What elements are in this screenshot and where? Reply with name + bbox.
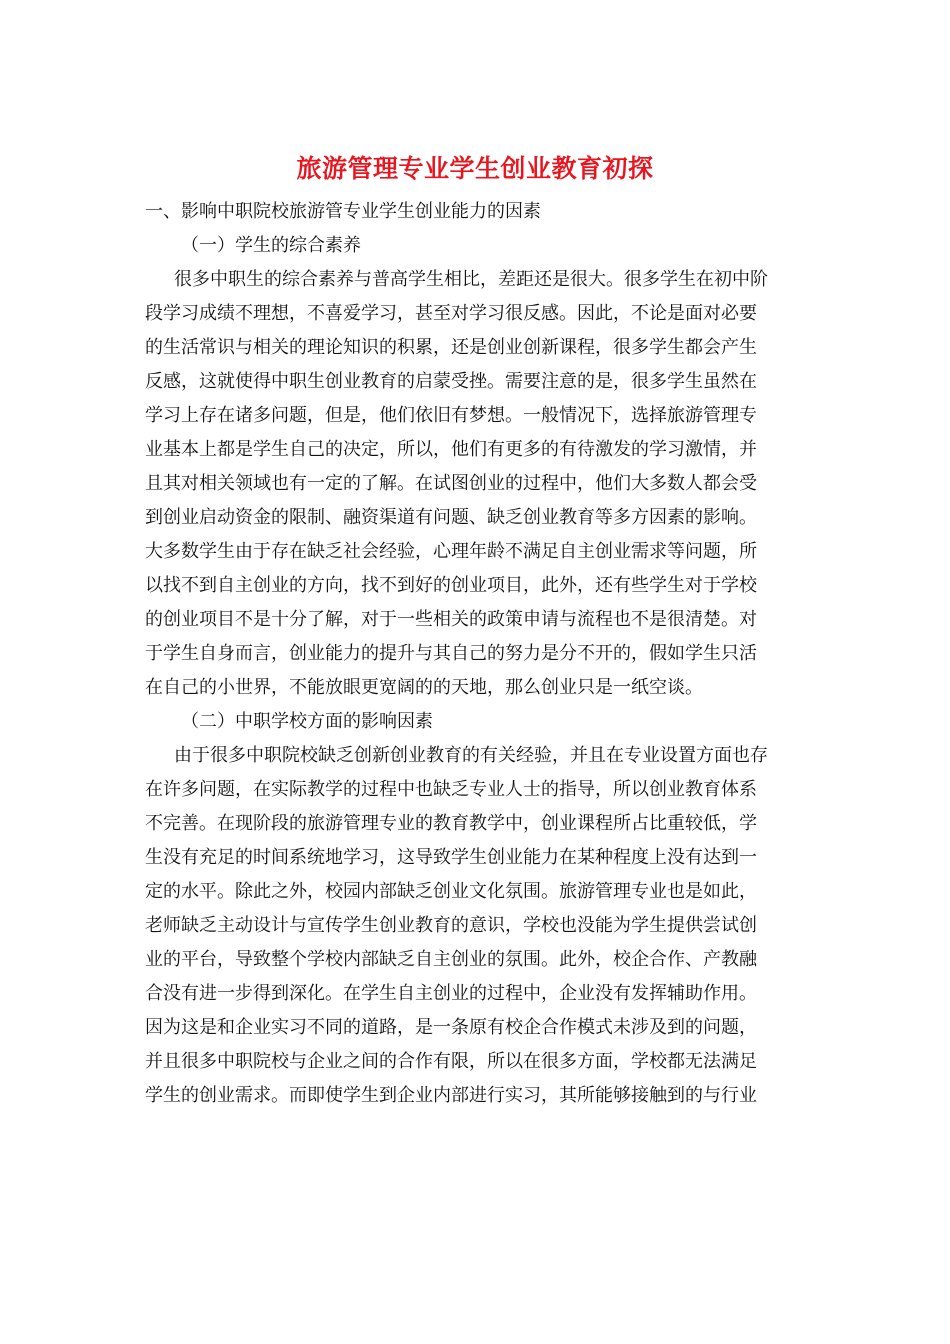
paragraph-line: 在许多问题，在实际教学的过程中也缺乏专业人士的指导，所以创业教育体系 (145, 779, 757, 800)
subsection-heading-1: （一）学生的综合素养 (181, 235, 361, 256)
paragraph-line: 的创业项目不是十分了解，对于一些相关的政策申请与流程也不是很清楚。对 (145, 609, 757, 630)
paragraph-line: 段学习成绩不理想，不喜爱学习，甚至对学习很反感。因此，不论是面对必要 (145, 303, 757, 324)
paragraph-line: 学习上存在诸多问题，但是，他们依旧有梦想。一般情况下，选择旅游管理专 (145, 405, 757, 426)
paragraph-line: 反感，这就使得中职生创业教育的启蒙受挫。需要注意的是，很多学生虽然在 (145, 371, 757, 392)
paragraph-line: 到创业启动资金的限制、融资渠道有问题、缺乏创业教育等多方因素的影响。 (145, 507, 757, 528)
paragraph-line: 很多中职生的综合素养与普高学生相比，差距还是很大。很多学生在初中阶 (174, 269, 768, 290)
paragraph-line: 并且很多中职院校与企业之间的合作有限，所以在很多方面，学校都无法满足 (145, 1051, 757, 1072)
paragraph-line: 老师缺乏主动设计与宣传学生创业教育的意识，学校也没能为学生提供尝试创 (145, 915, 757, 936)
paragraph-line: 以找不到自主创业的方向，找不到好的创业项目，此外，还有些学生对于学校 (145, 575, 757, 596)
paragraph-line: 于学生自身而言，创业能力的提升与其自己的努力是分不开的，假如学生只活 (145, 643, 757, 664)
paragraph-line: 因为这是和企业实习不同的道路，是一条原有校企合作模式未涉及到的问题， (145, 1017, 757, 1038)
paragraph-line: 大多数学生由于存在缺乏社会经验，心理年龄不满足自主创业需求等问题，所 (145, 541, 757, 562)
paragraph-line: 在自己的小世界，不能放眼更宽阔的的天地，那么创业只是一纸空谈。 (145, 677, 703, 698)
paragraph-line: 生没有充足的时间系统地学习，这导致学生创业能力在某种程度上没有达到一 (145, 847, 757, 868)
paragraph-line: 且其对相关领域也有一定的了解。在试图创业的过程中，他们大多数人都会受 (145, 473, 757, 494)
document-title: 旅游管理专业学生创业教育初探 (296, 154, 654, 183)
paragraph-line: 不完善。在现阶段的旅游管理专业的教育教学中，创业课程所占比重较低，学 (145, 813, 757, 834)
paragraph-line: 业基本上都是学生自己的决定，所以，他们有更多的有待激发的学习激情，并 (145, 439, 757, 460)
paragraph-line: 学生的创业需求。而即使学生到企业内部进行实习，其所能够接触到的与行业 (145, 1085, 757, 1106)
subsection-heading-2: （二）中职学校方面的影响因素 (181, 711, 433, 732)
paragraph-line: 由于很多中职院校缺乏创新创业教育的有关经验，并且在专业设置方面也存 (174, 745, 768, 766)
paragraph-line: 合没有进一步得到深化。在学生自主创业的过程中，企业没有发挥辅助作用。 (145, 983, 757, 1004)
paragraph-line: 的生活常识与相关的理论知识的积累，还是创业创新课程，很多学生都会产生 (145, 337, 757, 358)
paragraph-line: 业的平台，导致整个学校内部缺乏自主创业的氛围。此外，校企合作、产教融 (145, 949, 757, 970)
section-heading-1: 一、影响中职院校旅游管专业学生创业能力的因素 (145, 201, 541, 222)
paragraph-line: 定的水平。除此之外，校园内部缺乏创业文化氛围。旅游管理专业也是如此， (145, 881, 757, 902)
